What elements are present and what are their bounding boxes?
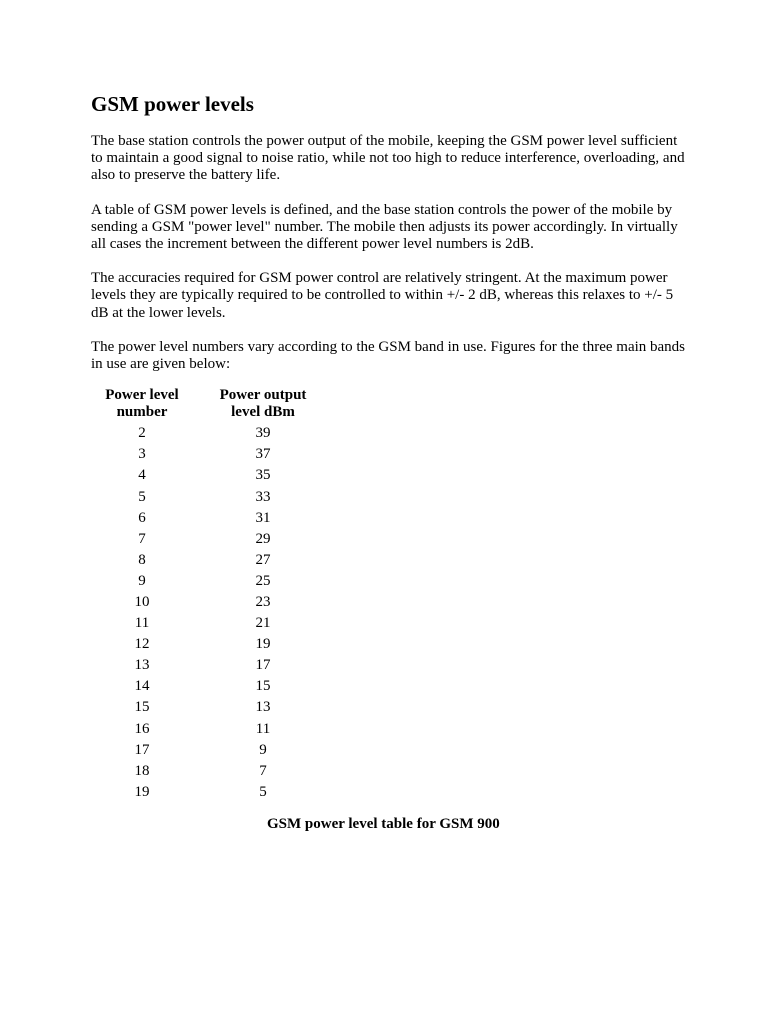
cell-power-level: 18 xyxy=(134,762,150,779)
paragraph-power-control: The base station controls the power output of the mobile, keeping the GSM power level sufficient to maintain a good signal to noise ratio, while not too high to reduce interference, overloading, and also to preserve the battery life. xyxy=(91,133,685,184)
cell-power-output: 37 xyxy=(255,446,271,463)
table-row xyxy=(91,634,333,655)
cell-power-level: 11 xyxy=(134,615,150,632)
cell-power-level: 16 xyxy=(134,720,150,737)
cell-power-output: 31 xyxy=(255,509,271,526)
table-caption: GSM power level table for GSM 900 xyxy=(267,816,500,832)
table-row xyxy=(91,423,333,444)
table-row xyxy=(91,529,333,550)
cell-power-output: 27 xyxy=(255,551,271,568)
header-line: Power output xyxy=(219,387,307,404)
table-row xyxy=(91,550,333,571)
cell-power-output: 33 xyxy=(255,488,271,505)
cell-power-level: 8 xyxy=(138,551,146,568)
cell-power-level: 19 xyxy=(134,783,150,800)
page-title: GSM power levels xyxy=(91,92,254,116)
cell-power-level: 12 xyxy=(134,636,150,653)
table-row xyxy=(91,655,333,676)
cell-power-output: 35 xyxy=(255,467,271,484)
cell-power-output: 9 xyxy=(259,741,267,758)
table-body xyxy=(91,423,333,803)
table-row xyxy=(91,487,333,508)
table-row xyxy=(91,444,333,465)
cell-power-level: 2 xyxy=(138,425,146,442)
cell-power-level: 9 xyxy=(138,572,146,589)
paragraph-bands: The power level numbers vary according to the GSM band in use. Figures for the three main bands in use are given below: xyxy=(91,338,686,373)
table-row xyxy=(91,571,333,592)
table-row xyxy=(91,508,333,529)
table-row xyxy=(91,465,333,486)
cell-power-level: 4 xyxy=(138,467,146,484)
header-line: Power level xyxy=(105,387,179,404)
cell-power-output: 7 xyxy=(259,762,267,779)
table-row xyxy=(91,676,333,697)
cell-power-level: 14 xyxy=(134,678,150,695)
table-row xyxy=(91,782,333,803)
power-level-table xyxy=(91,387,333,803)
header-line: level dBm xyxy=(231,404,295,421)
cell-power-level: 7 xyxy=(138,530,146,547)
table-row xyxy=(91,697,333,718)
cell-power-output: 17 xyxy=(255,657,271,674)
cell-power-output: 11 xyxy=(255,720,271,737)
table-row xyxy=(91,592,333,613)
cell-power-level: 6 xyxy=(138,509,146,526)
header-line: number xyxy=(116,404,168,421)
cell-power-level: 13 xyxy=(134,657,150,674)
cell-power-output: 23 xyxy=(255,593,271,610)
cell-power-level: 17 xyxy=(134,741,150,758)
cell-power-output: 29 xyxy=(255,530,271,547)
cell-power-output: 21 xyxy=(255,615,271,632)
cell-power-level: 15 xyxy=(134,699,150,716)
table-row xyxy=(91,719,333,740)
cell-power-output: 15 xyxy=(255,678,271,695)
paragraph-accuracy: The accuracies required for GSM power control are relatively stringent. At the maximum power levels they are typically required to be controlled to within +/- 2 dB, whereas this relaxes to +/- 5 dB at the lower levels. xyxy=(91,270,674,321)
table-row xyxy=(91,761,333,782)
cell-power-output: 19 xyxy=(255,636,271,653)
header-power-output xyxy=(193,387,333,423)
cell-power-output: 5 xyxy=(259,783,267,800)
header-power-level-number xyxy=(91,387,193,423)
cell-power-output: 39 xyxy=(255,425,271,442)
cell-power-level: 5 xyxy=(138,488,146,505)
table-row xyxy=(91,613,333,634)
table-header-row xyxy=(91,387,333,423)
cell-power-level: 10 xyxy=(134,593,150,610)
table-row xyxy=(91,740,333,761)
document-body xyxy=(91,90,691,832)
cell-power-output: 13 xyxy=(255,699,271,716)
cell-power-level: 3 xyxy=(138,446,146,463)
cell-power-output: 25 xyxy=(255,572,271,589)
paragraph-power-table: A table of GSM power levels is defined, and the base station controls the power of the mobile by sending a GSM "power level" number. The mobile then adjusts its power accordingly. In virtually all cases the increment between the different power level numbers is 2dB. xyxy=(91,201,678,253)
